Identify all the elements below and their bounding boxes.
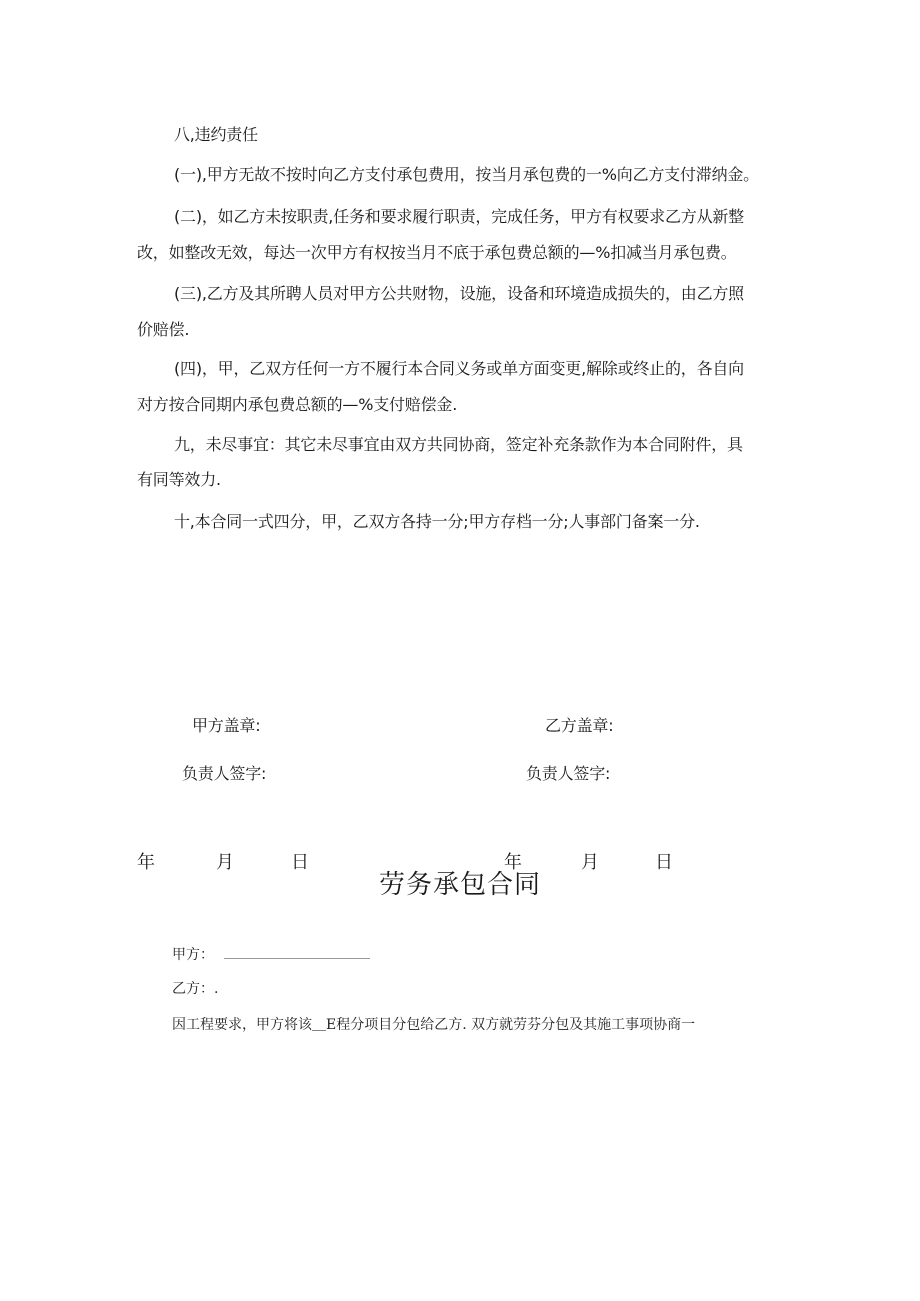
section-8-heading: 八,违约责任 bbox=[174, 125, 258, 144]
clause-8-4-line2: 对方按合同期内承包费总额的—%支付赔偿金. bbox=[137, 395, 458, 414]
intro-paragraph: 因工程要求，甲方将该＿E程分项目分包给乙方. 双方就劳芬分包及其施工事项协商一 bbox=[172, 1017, 696, 1033]
section-9-line2: 有同等效力. bbox=[137, 470, 221, 489]
date-row bbox=[0, 844, 920, 873]
contract-title: 劳务承包合同 bbox=[378, 870, 541, 900]
party-a-label: 甲方： bbox=[172, 947, 214, 963]
clause-8-2-line2: 改，如整改无效，每达一次甲方有权按当月不底于承包费总额的—%扣减当月承包费。 bbox=[137, 243, 737, 262]
party-b-label: 乙方：. bbox=[172, 981, 219, 997]
party-b-seal-label: 乙方盖章: bbox=[545, 716, 614, 735]
party-b-month: 月 bbox=[581, 852, 599, 873]
section-10-line1: 十,本合同一式四分，甲，乙双方各持一分;甲方存档一分;人事部门备案一分. bbox=[174, 512, 700, 531]
party-a-sign-label: 负责人签字: bbox=[182, 764, 267, 783]
party-a-name-blank bbox=[224, 958, 370, 959]
party-a-month: 月 bbox=[216, 852, 234, 873]
clause-8-3-line2: 价赔偿. bbox=[137, 320, 190, 339]
clause-8-1: (一),甲方无故不按时向乙方支付承包费用，按当月承包费的一%向乙方支付滞纳金。 bbox=[174, 165, 759, 184]
party-a-seal-label: 甲方盖章: bbox=[192, 716, 261, 735]
party-b-year: 年 bbox=[504, 852, 522, 873]
clause-8-2-line1: (二)，如乙方未按职责,任务和要求履行职责，完成任务，甲方有权要求乙方从新整 bbox=[174, 207, 744, 226]
clause-8-4-line1: (四)，甲，乙双方任何一方不履行本合同义务或单方面变更,解除或终止的，各自向 bbox=[174, 359, 744, 378]
party-b-day: 日 bbox=[655, 852, 673, 873]
clause-8-3-line1: (三),乙方及其所聘人员对甲方公共财物，设施，设备和环境造成损失的，由乙方照 bbox=[174, 284, 744, 303]
section-9-line1: 九，未尽事宜：其它未尽事宜由双方共同协商，签定补充条款作为本合同附件，具 bbox=[174, 435, 743, 454]
party-b-sign-label: 负责人签字: bbox=[526, 764, 611, 783]
party-a-day: 日 bbox=[291, 852, 309, 873]
party-a-year: 年 bbox=[137, 852, 155, 873]
